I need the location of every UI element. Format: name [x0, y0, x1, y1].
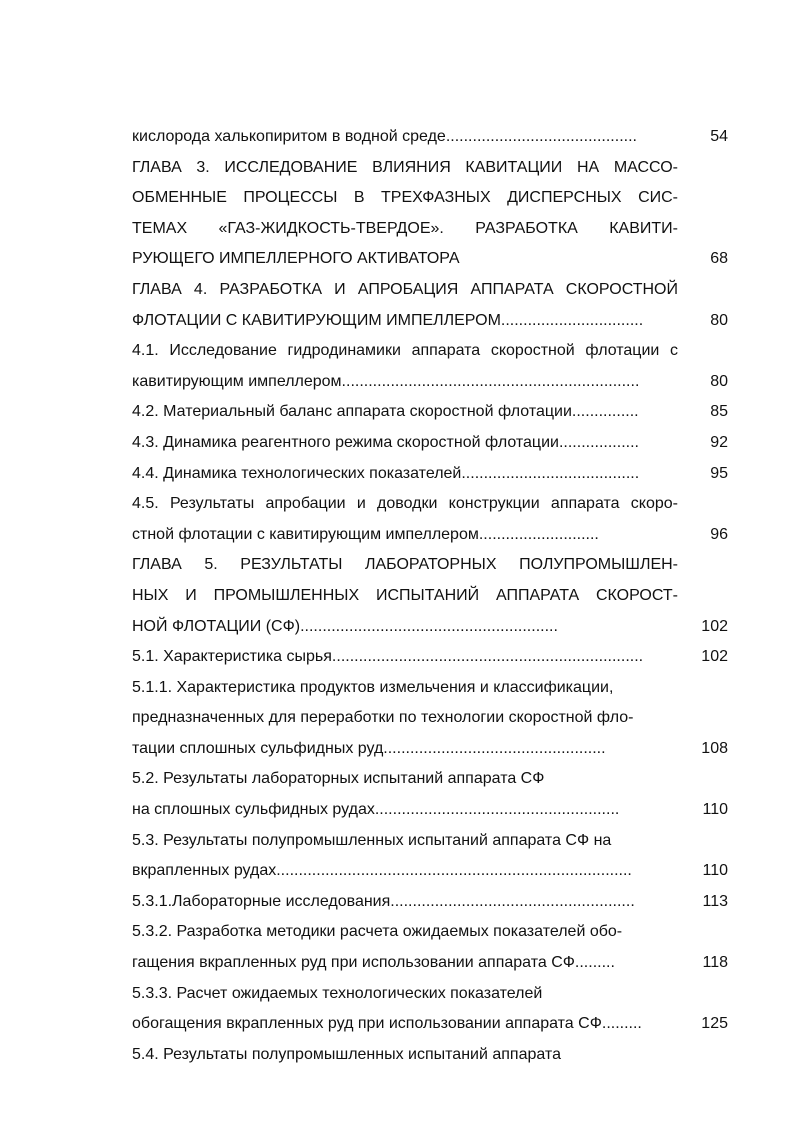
- toc-entry-text: на сплошных сульфидных рудах.......................................................: [132, 801, 620, 819]
- toc-page-number: 85: [710, 403, 728, 421]
- toc-page-number: 110: [702, 862, 728, 880]
- toc-entry: [132, 734, 728, 765]
- toc-entry-text: тации сплошных сульфидных руд..................................................: [132, 739, 606, 757]
- toc-entry: [132, 948, 728, 979]
- toc-entry: [132, 550, 728, 581]
- toc-entry-text: 4.2. Материальный баланс аппарата скоростной флотации...............: [132, 403, 639, 421]
- toc-page-number: 80: [710, 311, 728, 329]
- toc-entry-text: стной флотации с кавитирующим импеллером...........................: [132, 525, 599, 543]
- toc-entry-text: ГЛАВА 3. ИССЛЕДОВАНИЕ ВЛИЯНИЯ КАВИТАЦИИ НА МАССО-: [132, 158, 678, 176]
- toc-page-number: 95: [710, 464, 728, 482]
- toc-entry: [132, 612, 728, 643]
- toc-entry-text: 5.3.3. Расчет ожидаемых технологических показателей: [132, 984, 543, 1002]
- toc-page-number: 125: [701, 1015, 728, 1033]
- toc-entry-text: гащения вкрапленных руд при использовании аппарата СФ.........: [132, 954, 615, 972]
- toc-entry: [132, 581, 728, 612]
- toc-entry: [132, 520, 728, 551]
- toc-entry: [132, 764, 728, 795]
- toc-entry-text: НЫХ И ПРОМЫШЛЕННЫХ ИСПЫТАНИЙ АППАРАТА СКОРОСТ-: [132, 586, 678, 604]
- toc-entry-text: кавитирующим импеллером...................................................................: [132, 372, 640, 390]
- toc-page-number: 113: [702, 892, 728, 910]
- toc-entry-text: 5.3.1.Лабораторные исследования.......................................................: [132, 892, 635, 910]
- toc-entry: [132, 122, 728, 153]
- toc-entry-text: ОБМЕННЫЕ ПРОЦЕССЫ В ТРЕХФАЗНЫХ ДИСПЕРСНЫХ СИС-: [132, 189, 678, 207]
- toc-entry-text: 5.3.2. Разработка методики расчета ожидаемых показателей обо-: [132, 923, 623, 941]
- toc-entry: [132, 703, 728, 734]
- toc-entry: [132, 673, 728, 704]
- toc-page-number: 96: [710, 525, 728, 543]
- toc-entry: [132, 795, 728, 826]
- toc-entry-text: 4.4. Динамика технологических показателей........................................: [132, 464, 640, 482]
- toc-entry: [132, 428, 728, 459]
- toc-entry: [132, 826, 728, 857]
- toc-entry: [132, 979, 728, 1010]
- toc-entry-text: ГЛАВА 5. РЕЗУЛЬТАТЫ ЛАБОРАТОРНЫХ ПОЛУПРОМЫШЛЕН-: [132, 556, 678, 574]
- toc-entry: [132, 336, 728, 367]
- toc-entry-text: ФЛОТАЦИИ С КАВИТИРУЮЩИМ ИМПЕЛЛЕРОМ................................: [132, 311, 644, 329]
- toc-entry-text: 4.1. Исследование гидродинамики аппарата скоростной флотации с: [132, 342, 678, 360]
- toc-entry-text: предназначенных для переработки по технологии скоростной фло-: [132, 709, 634, 727]
- toc-page-number: 54: [710, 128, 728, 145]
- toc-entry-text: 5.4. Результаты полупромышленных испытаний аппарата: [132, 1045, 561, 1063]
- toc-entry-text: ГЛАВА 4. РАЗРАБОТКА И АПРОБАЦИЯ АППАРАТА СКОРОСТНОЙ: [132, 280, 678, 298]
- toc-entry: [132, 397, 728, 428]
- toc-entry: [132, 183, 728, 214]
- toc-entry: [132, 367, 728, 398]
- toc-entry: [132, 275, 728, 306]
- toc-entry: [132, 214, 728, 245]
- toc-entry: [132, 887, 728, 918]
- toc-entry-text: 4.3. Динамика реагентного режима скоростной флотации..................: [132, 433, 639, 451]
- toc-entry: [132, 1040, 728, 1071]
- toc-entry-text: 5.1.1. Характеристика продуктов измельчения и классификации,: [132, 678, 614, 696]
- toc-entry: [132, 306, 728, 337]
- toc-entry: [132, 459, 728, 490]
- toc-entry: [132, 244, 728, 275]
- toc-page-number: 108: [701, 739, 728, 757]
- toc-entry-text: 5.3. Результаты полупромышленных испытаний аппарата СФ на: [132, 831, 612, 849]
- toc-page-number: 110: [702, 801, 728, 819]
- toc-entry-text: РУЮЩЕГО ИМПЕЛЛЕРНОГО АКТИВАТОРА: [132, 250, 460, 268]
- toc-page-number: 68: [710, 250, 728, 268]
- toc-entry: [132, 642, 728, 673]
- toc-entry-text: 4.5. Результаты апробации и доводки конструкции аппарата скоро-: [132, 495, 678, 513]
- toc-entry-text: 5.2. Результаты лабораторных испытаний аппарата СФ: [132, 770, 545, 788]
- toc-entry-text: кислорода халькопиритом в водной среде...........................................: [132, 128, 637, 145]
- toc-page-number: 92: [710, 433, 728, 451]
- toc-entry: [132, 489, 728, 520]
- toc-entry-text: 5.1. Характеристика сырья......................................................................: [132, 648, 644, 666]
- toc-entry: [132, 153, 728, 184]
- toc-entry: [132, 856, 728, 887]
- toc-entry-text: ТЕМАХ «ГАЗ-ЖИДКОСТЬ-ТВЕРДОЕ». РАЗРАБОТКА КАВИТИ-: [132, 219, 678, 237]
- toc-page-number: 118: [702, 954, 728, 972]
- toc-entry-text: обогащения вкрапленных руд при использовании аппарата СФ.........: [132, 1015, 642, 1033]
- toc-entry-text: НОЙ ФЛОТАЦИИ (СФ)..........................................................: [132, 617, 558, 635]
- toc-page-number: 102: [701, 617, 728, 635]
- table-of-contents: [132, 122, 728, 1070]
- toc-entry-text: вкрапленных рудах................................................................................: [132, 862, 632, 880]
- toc-entry: [132, 1009, 728, 1040]
- toc-page-number: 80: [710, 372, 728, 390]
- toc-page-number: 102: [701, 648, 728, 666]
- toc-entry: [132, 917, 728, 948]
